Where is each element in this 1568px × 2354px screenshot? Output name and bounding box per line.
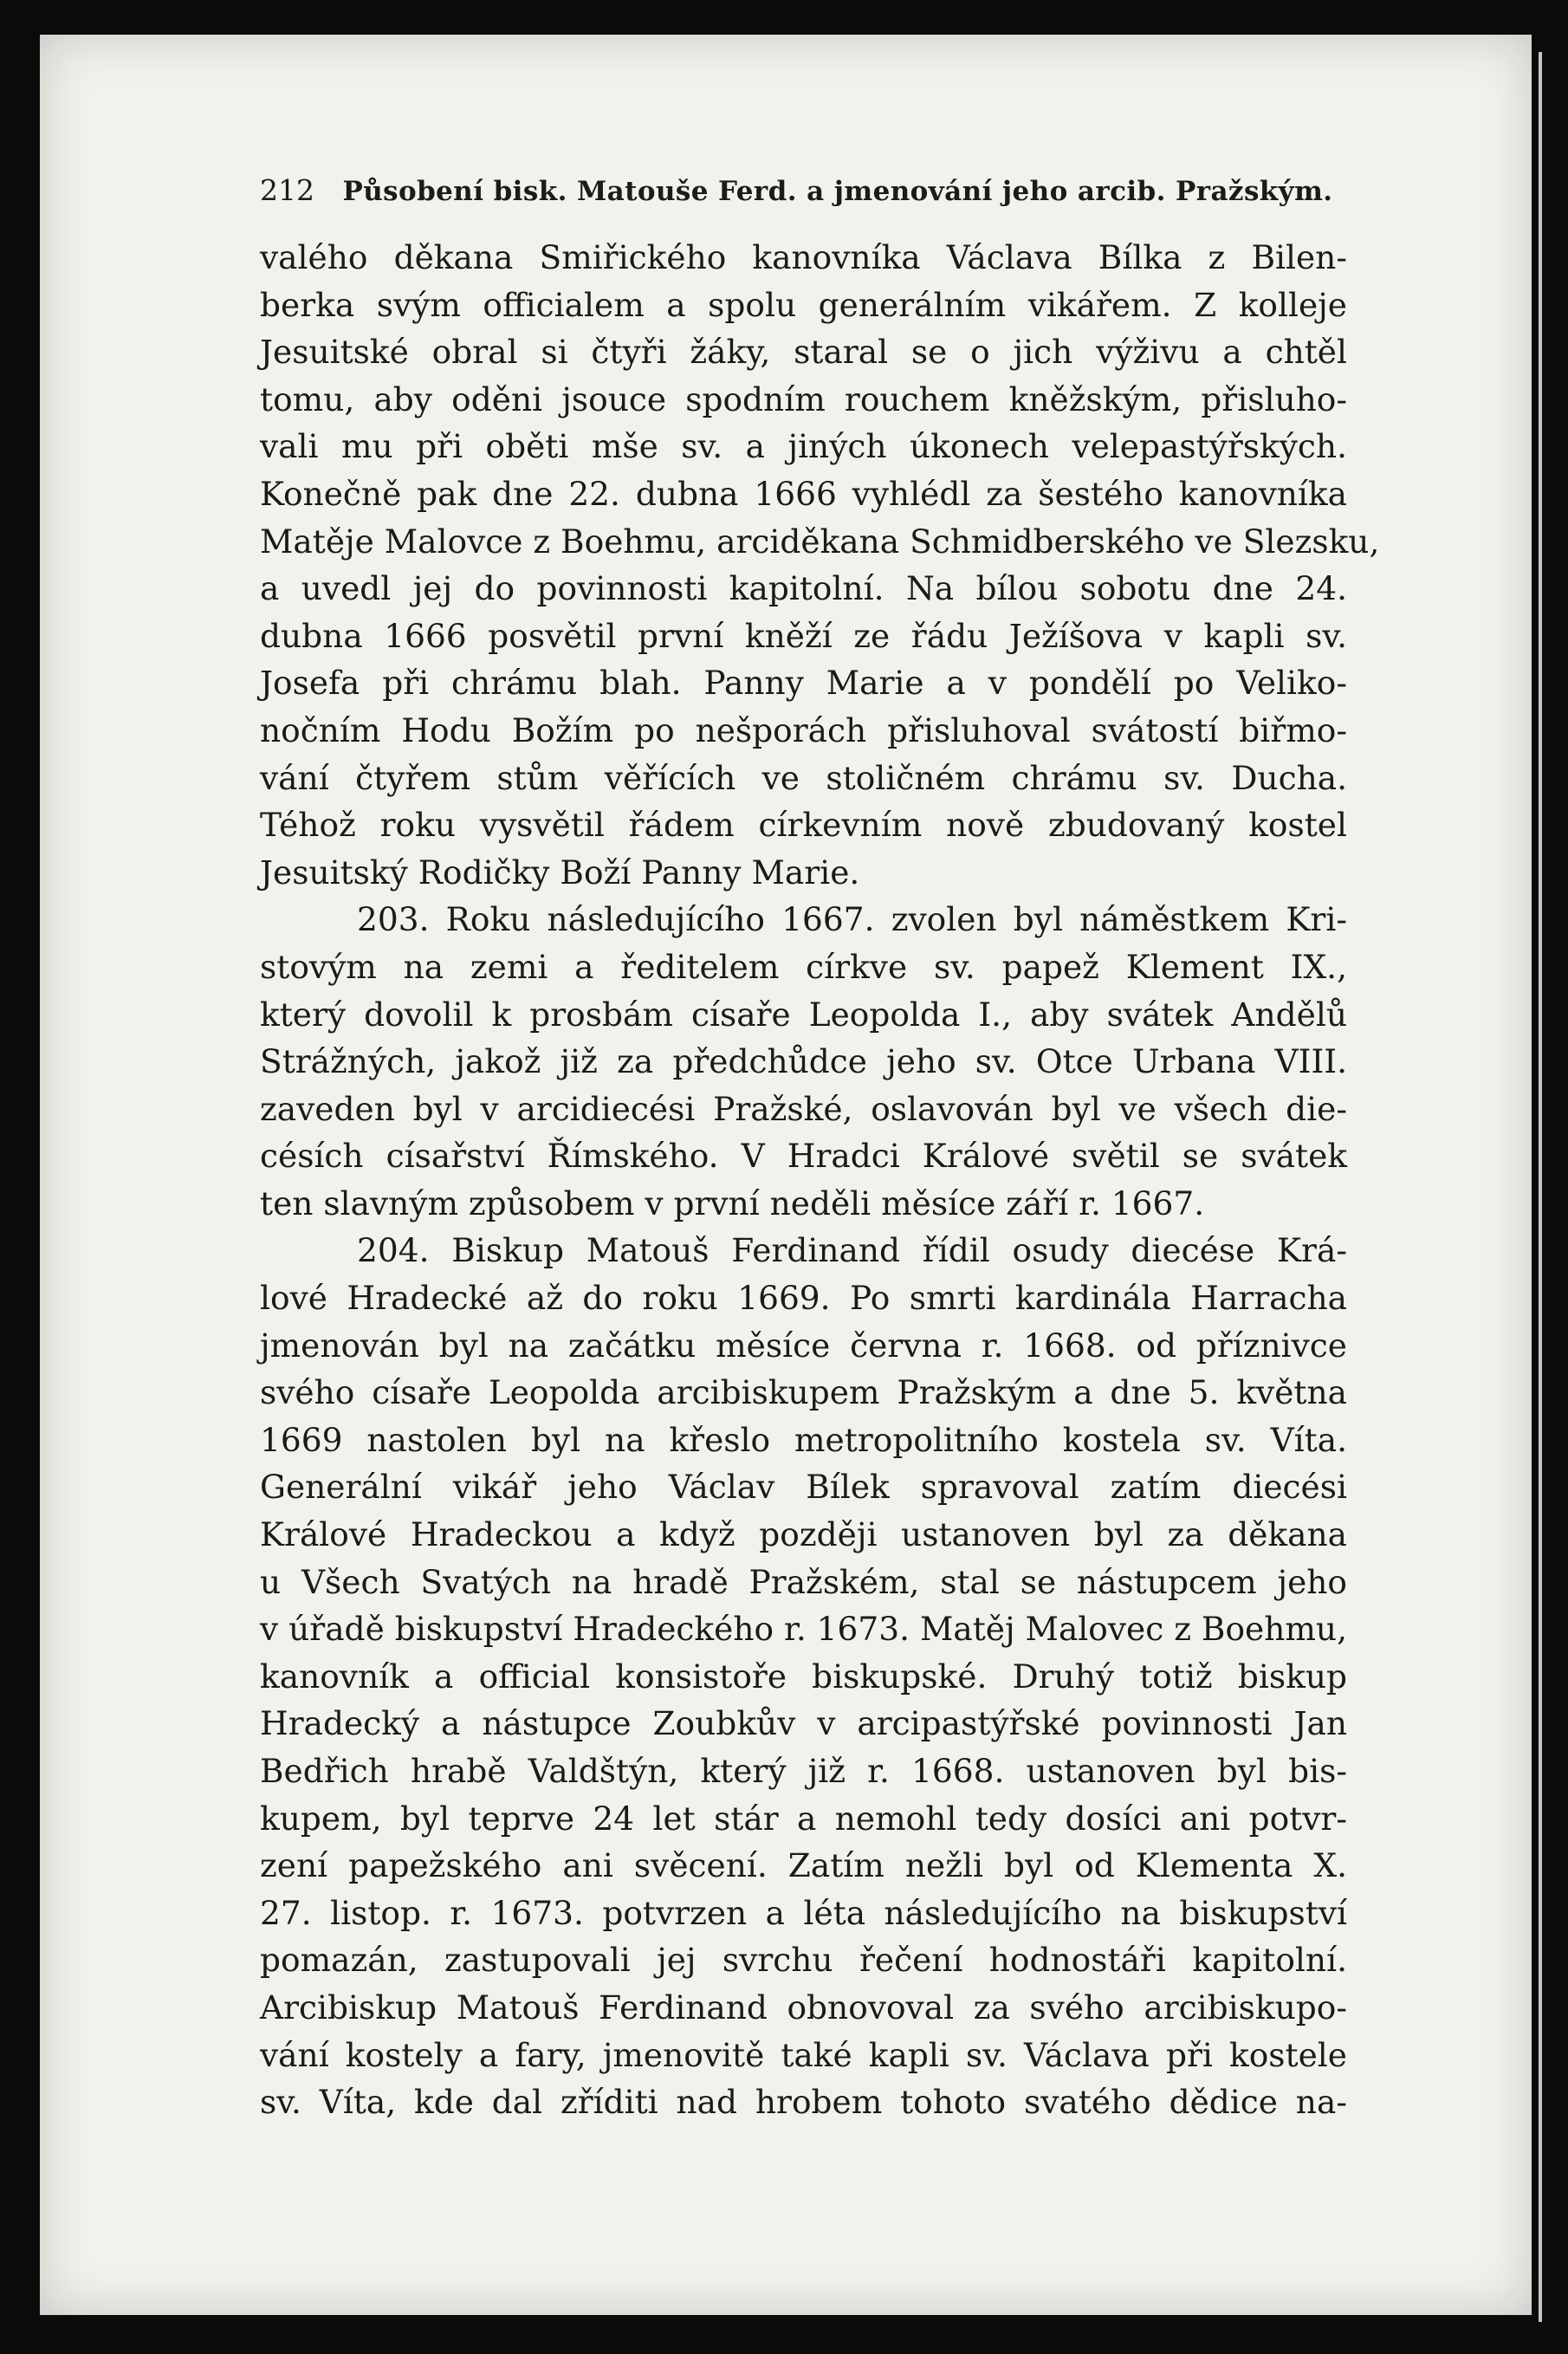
text-line: 27. listop. r. 1673. potvrzen a léta následujícího na biskupství — [260, 1893, 1347, 1932]
text-line: Strážných, jakož již za předchůdce jeho sv. Otce Urbana VIII. — [260, 1042, 1347, 1081]
text-line: stovým na zemi a ředitelem církve sv. papež Klement IX., — [260, 947, 1347, 986]
page-number: 212 — [260, 173, 314, 207]
text-line: nočním Hodu Božím po nešporách přisluhoval svátostí biřmo- — [260, 710, 1347, 749]
text-line: 203. Roku následujícího 1667. zvolen byl náměstkem Kri- — [357, 900, 1347, 939]
text-line: tomu, aby oděni jsouce spodním rouchem kněžským, přisluho- — [260, 379, 1347, 418]
text-line: vali mu při oběti mše sv. a jiných úkonech velepastýřských. — [260, 427, 1347, 466]
text-line: Téhož roku vysvětil řádem církevním nově zbudovaný kostel — [260, 806, 1347, 845]
text-line: 1669 nastolen byl na křeslo metropolitního kostela sv. Víta. — [260, 1420, 1347, 1459]
text-line: zaveden byl v arcidiecési Pražské, oslavován byl ve všech die- — [260, 1089, 1347, 1128]
text-line: kupem, byl teprve 24 let stár a nemohl tedy dosíci ani potvr- — [260, 1799, 1347, 1838]
running-header — [260, 173, 1351, 207]
text-line: Bedřich hrabě Valdštýn, který již r. 1668. ustanoven byl bis- — [260, 1752, 1347, 1790]
page-edge — [1539, 52, 1542, 2322]
text-line: berka svým officialem a spolu generálním vikářem. Z kolleje — [260, 285, 1347, 324]
body-text — [260, 234, 1380, 2126]
text-line: Josefa při chrámu blah. Panny Marie a v pondělí po Veliko- — [260, 664, 1347, 703]
text-line: kanovník a official konsistoře biskupské. Druhý totiž biskup — [260, 1657, 1347, 1696]
text-line: svého císaře Leopolda arcibiskupem Pražským a dne 5. května — [260, 1373, 1347, 1412]
text-line: ten slavným způsobem v první neděli měsíce září r. 1667. — [260, 1183, 1205, 1222]
text-line: Matěje Malovce z Boehmu, arciděkana Schmidberského ve Slezsku, — [260, 522, 1380, 561]
text-line: Jesuitské obral si čtyři žáky, staral se o jich výživu a chtěl — [260, 333, 1347, 372]
text-line: vání kostely a fary, jmenovitě také kapli sv. Václava při kostele — [260, 2035, 1347, 2074]
text-line: zení papežského ani svěcení. Zatím nežli byl od Klementa X. — [260, 1846, 1347, 1885]
text-line: u Všech Svatých na hradě Pražském, stal se nástupcem jeho — [260, 1562, 1347, 1601]
running-title: Působení bisk. Matouše Ferd. a jmenování jeho arcib. Pražským. — [342, 176, 1333, 207]
text-line: Arcibiskup Matouš Ferdinand obnovoval za svého arcibiskupo- — [260, 1988, 1347, 2027]
text-line: Hradecký a nástupce Zoubkův v arcipastýřské povinnosti Jan — [260, 1704, 1347, 1743]
text-line: dubna 1666 posvětil první kněží ze řádu Ježíšova v kapli sv. — [260, 616, 1347, 655]
text-line: césích císařství Římského. V Hradci Králové světil se svátek — [260, 1137, 1347, 1176]
text-line: který dovolil k prosbám císaře Leopolda I., aby svátek Andělů — [260, 995, 1347, 1034]
text-line: pomazán, zastupovali jej svrchu řečení hodnostáři kapitolní. — [260, 1941, 1347, 1980]
text-line: a uvedl jej do povinnosti kapitolní. Na bílou sobotu dne 24. — [260, 569, 1347, 608]
text-line: Konečně pak dne 22. dubna 1666 vyhlédl za šestého kanovníka — [260, 474, 1347, 513]
text-line: 204. Biskup Matouš Ferdinand řídil osudy diecése Krá- — [357, 1231, 1347, 1270]
text-line: Jesuitský Rodičky Boží Panny Marie. — [260, 853, 860, 892]
text-line: vání čtyřem stům věřících ve stoličném chrámu sv. Ducha. — [260, 758, 1347, 797]
text-line: sv. Víta, kde dal zříditi nad hrobem tohoto svatého dědice na- — [260, 2083, 1347, 2122]
text-line: lové Hradecké až do roku 1669. Po smrti kardinála Harracha — [260, 1279, 1347, 1318]
text-line: Králové Hradeckou a když později ustanoven byl za děkana — [260, 1515, 1347, 1554]
text-line: Generální vikář jeho Václav Bílek spravoval zatím diecési — [260, 1468, 1347, 1507]
text-line: v úřadě biskupství Hradeckého r. 1673. Matěj Malovec z Boehmu, — [260, 1610, 1347, 1649]
text-line: valého děkana Smiřického kanovníka Václava Bílka z Bilen- — [260, 238, 1347, 276]
text-line: jmenován byl na začátku měsíce června r. 1668. od příznivce — [260, 1326, 1347, 1365]
